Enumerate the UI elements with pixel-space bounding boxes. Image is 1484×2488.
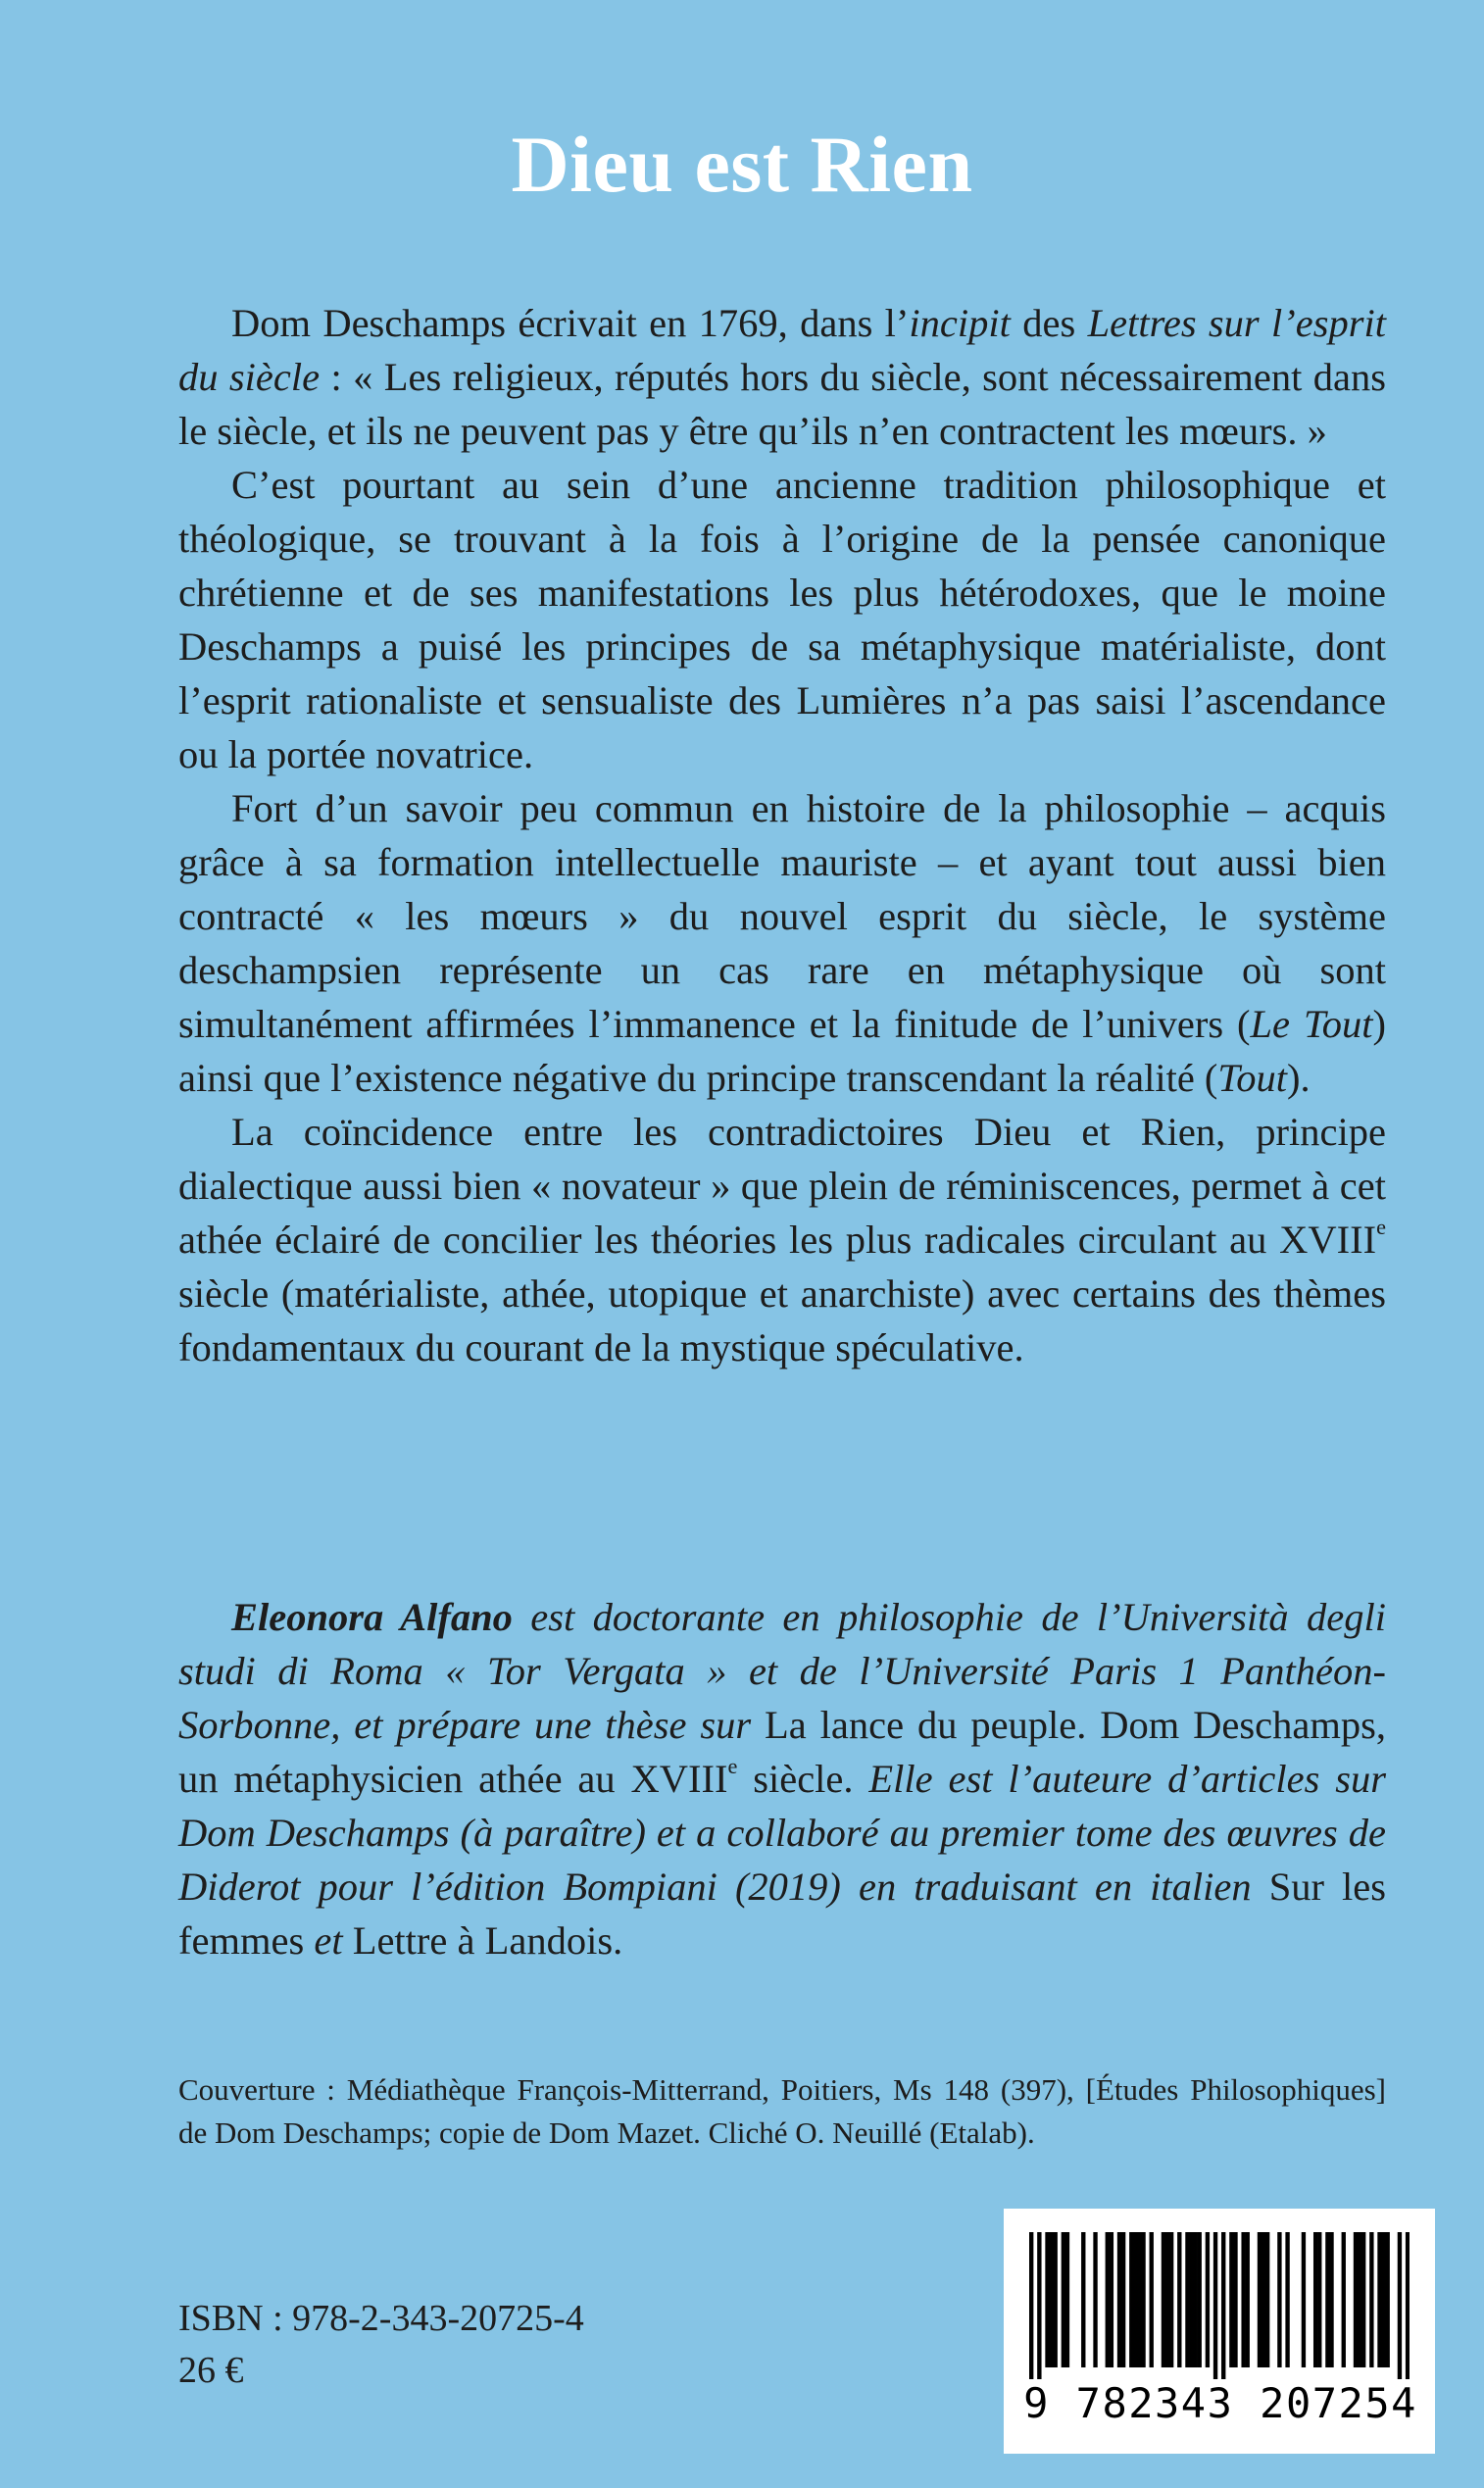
barcode-bar <box>1129 2232 1133 2367</box>
barcode-bar <box>1150 2232 1154 2367</box>
barcode-bar <box>1221 2232 1225 2379</box>
barcode-bar <box>1329 2232 1333 2367</box>
barcode-bar <box>1377 2232 1381 2367</box>
blurb-paragraph-2: C’est pourtant au sein d’une ancienne tradition philosophique et théologique, se trouvant à la fois à l’origine de la pensée canonique chrétienne et de ses manifestations les plus hétérodoxes, que le moine Deschamps a puisé les principes de sa métaphysique matérialiste, dont l’esprit rationaliste et sensualiste des Lumières n’a pas saisi l’ascendance ou la portée novatrice. <box>178 463 1386 776</box>
blurb-paragraph-4: La coïncidence entre les contradictoires Dieu et Rien, principe dialectique aussi bien « novateur » que plein de réminiscences, permet à cet athée éclairé de concilier les théories les plus radicales circulant au XVIIIe siècle (matérialiste, athée, utopique et anarchiste) avec certains des thèmes fondamentaux du courant de la mystique spéculative. <box>178 1110 1386 1369</box>
price-label: 26 € <box>178 2350 244 2391</box>
barcode-bar <box>1065 2232 1069 2367</box>
barcode-bar <box>1169 2232 1173 2367</box>
isbn-label: ISBN : 978-2-343-20725-4 <box>178 2298 584 2339</box>
barcode-bar <box>1233 2232 1237 2367</box>
barcode-bar <box>1361 2232 1365 2367</box>
barcode-bar <box>1246 2232 1250 2367</box>
barcode-bar <box>1313 2232 1317 2367</box>
barcode-digits: 9 782343 207254 <box>1023 2379 1417 2427</box>
barcode-bar <box>1165 2232 1169 2367</box>
barcode-bar <box>1302 2232 1306 2367</box>
barcode-bar <box>1029 2232 1033 2379</box>
barcode-bar <box>1081 2232 1085 2367</box>
barcode-bar <box>1358 2232 1361 2367</box>
barcode-bar <box>1277 2232 1281 2367</box>
barcode-bar <box>1261 2232 1265 2367</box>
barcode-bar <box>1406 2232 1410 2379</box>
barcode <box>1004 2209 1435 2454</box>
blurb-paragraph-3: Fort d’un savoir peu commun en histoire de la philosophie – acquis grâce à sa formation intellectuelle mauriste – et ayant tout aussi bien contracté « les mœurs » du nouvel esprit du siècle, le système deschampsien représente un cas rare en métaphysique où sont simultanément affirmées l’immanence et la finitude de l’univers (Le Tout) ainsi que l’existence négative du principe transcendant la réalité (Tout). <box>178 786 1386 1100</box>
barcode-bar <box>1162 2232 1165 2367</box>
barcode-bar <box>1193 2232 1197 2367</box>
barcode-bar <box>1189 2232 1193 2367</box>
barcode-bar <box>1398 2232 1402 2379</box>
barcode-bar <box>1133 2232 1137 2367</box>
barcode-bar <box>1106 2232 1110 2367</box>
barcode-bar <box>1354 2232 1358 2367</box>
barcode-bar <box>1117 2232 1121 2367</box>
barcode-bar <box>1045 2232 1049 2367</box>
barcode-bar <box>1121 2232 1125 2367</box>
barcode-bar <box>1110 2232 1113 2367</box>
barcode-bar <box>1241 2232 1245 2367</box>
barcode-bar <box>1385 2232 1389 2367</box>
barcode-bar <box>1177 2232 1181 2367</box>
barcode-bar <box>1317 2232 1321 2367</box>
barcode-bar <box>1185 2232 1189 2367</box>
barcode-bar <box>1381 2232 1385 2367</box>
barcode-bar <box>1062 2232 1065 2367</box>
barcode-bars <box>1029 2232 1410 2379</box>
barcode-bar <box>1265 2232 1269 2367</box>
barcode-bar <box>1049 2232 1053 2367</box>
barcode-bar <box>1206 2232 1210 2367</box>
barcode-bar <box>1325 2232 1329 2367</box>
barcode-bar <box>1037 2232 1041 2379</box>
barcode-bar <box>1258 2232 1261 2367</box>
author-bio <box>178 1590 1386 1967</box>
barcode-bar <box>1141 2232 1145 2367</box>
barcode-bar <box>1342 2232 1346 2367</box>
barcode-bar <box>1054 2232 1058 2367</box>
cover-credit: Couverture : Médiathèque François-Mitterrand, Poitiers, Ms 148 (397), [Études Philosophiques] de Dom Deschamps; copie de Dom Mazet. Cliché O. Neuillé (Etalab). <box>178 2072 1386 2150</box>
barcode-bar <box>1213 2232 1217 2379</box>
barcode-bar <box>1137 2232 1141 2367</box>
barcode-bar <box>1285 2232 1289 2367</box>
barcode-bar <box>1369 2232 1373 2367</box>
author-name: Eleonora Alfano <box>231 1595 513 1639</box>
barcode-bar <box>1093 2232 1097 2367</box>
barcode-bar <box>1198 2232 1202 2367</box>
book-title: Dieu est Rien <box>511 120 973 209</box>
author-bio-paragraph: Eleonora Alfano est doctorante en philosophie de l’Università degli studi di Roma « Tor Vergata » et de l’Université Paris 1 Panthéon-Sorbonne, et prépare une thèse sur La lance du peuple. Dom Deschamps, un métaphysicien athée au XVIIIe siècle. Elle est l’auteure d’articles sur Dom Deschamps (à paraître) et a collaboré au premier tome des œuvres de Diderot pour l’édition Bompiani (2019) en traduisant en italien Sur les femmes et Lettre à Landois. <box>178 1595 1386 1963</box>
blurb <box>178 296 1386 1374</box>
blurb-paragraph-1: Dom Deschamps écrivait en 1769, dans l’incipit des Lettres sur l’esprit du siècle : « Les religieux, réputés hors du siècle, sont nécessairement dans le siècle, et ils ne peuvent pas y être qu’ils n’en contractent les mœurs. » <box>178 301 1386 453</box>
barcode-bar <box>1229 2232 1233 2367</box>
